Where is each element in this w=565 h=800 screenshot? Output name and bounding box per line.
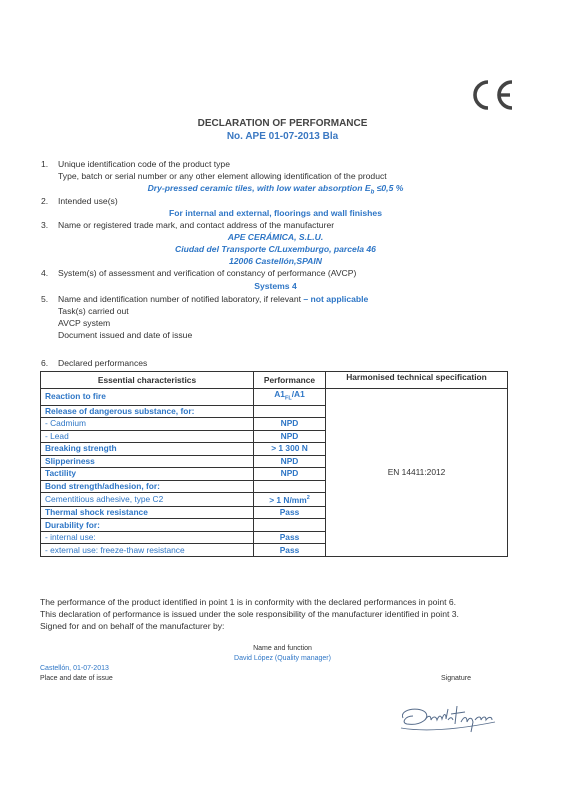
hts-standard: EN 14411:2012 <box>326 389 508 557</box>
header-hts: Harmonised technical specification <box>326 372 508 389</box>
signatory-name: David López (Quality manager) <box>234 655 331 662</box>
handwritten-signature <box>395 698 500 734</box>
manufacturer-address: Ciudad del Transporte C/Luxemburgo, parcela 46 <box>175 244 376 254</box>
table-row: - Cadmium NPD <box>41 418 508 431</box>
place-date-label: Place and date of issue <box>40 675 113 682</box>
manufacturer-city: 12006 Castellón,SPAIN <box>229 256 322 266</box>
document-number: No. APE 01-07-2013 Bla <box>226 131 339 142</box>
responsibility-statement: This declaration of performance is issued under the sole responsibility of the manufacturer identified in point 3. <box>40 609 459 619</box>
table-row: Thermal shock resistance Pass <box>41 506 508 519</box>
avcp-system: Systems 4 <box>254 281 297 291</box>
ce-mark-icon <box>468 78 518 112</box>
table-row: Release of dangerous substance, for: <box>41 405 508 418</box>
place-date-value: Castellón, 01-07-2013 <box>40 665 109 672</box>
performance-table <box>40 371 508 557</box>
table-row: - Lead NPD <box>41 430 508 443</box>
table-row: Bond strength/adhesion, for: <box>41 480 508 493</box>
table-row: Slipperiness NPD <box>41 455 508 468</box>
signed-for-statement: Signed for and on behalf of the manufacturer by: <box>40 621 225 631</box>
signature-label: Signature <box>441 675 471 682</box>
header-performance: Performance <box>254 372 326 389</box>
table-row: Reaction to fire $A1_{FL}/A1$ EN 14411:2012 <box>41 389 508 406</box>
table-row: - external use: freeze-thaw resistance Pass <box>41 544 508 557</box>
conformity-statement: The performance of the product identified in point 1 is in conformity with the declared performances in point 6. <box>40 597 457 607</box>
manufacturer-name: APE CERÁMICA, S.L.U. <box>227 232 324 242</box>
intended-use: For internal and external, floorings and wall finishes <box>169 208 382 218</box>
table-row: Cementitious adhesive, type C2 > 1 $N/mm^2$ <box>41 493 508 507</box>
table-row: Breaking strength > 1 300 N <box>41 443 508 456</box>
table-row: Tactility NPD <box>41 468 508 481</box>
table-row: - internal use: Pass <box>41 531 508 544</box>
document-title: DECLARATION OF PERFORMANCE <box>197 118 368 129</box>
name-function-label: Name and function <box>253 645 312 652</box>
header-characteristics: Essential characteristics <box>41 372 254 389</box>
product-description: Dry-pressed ceramic tiles, with low water absorption $E_b \le 0,5$ % <box>147 183 404 196</box>
table-header-row <box>41 372 508 389</box>
table-row: Durability for: <box>41 519 508 532</box>
